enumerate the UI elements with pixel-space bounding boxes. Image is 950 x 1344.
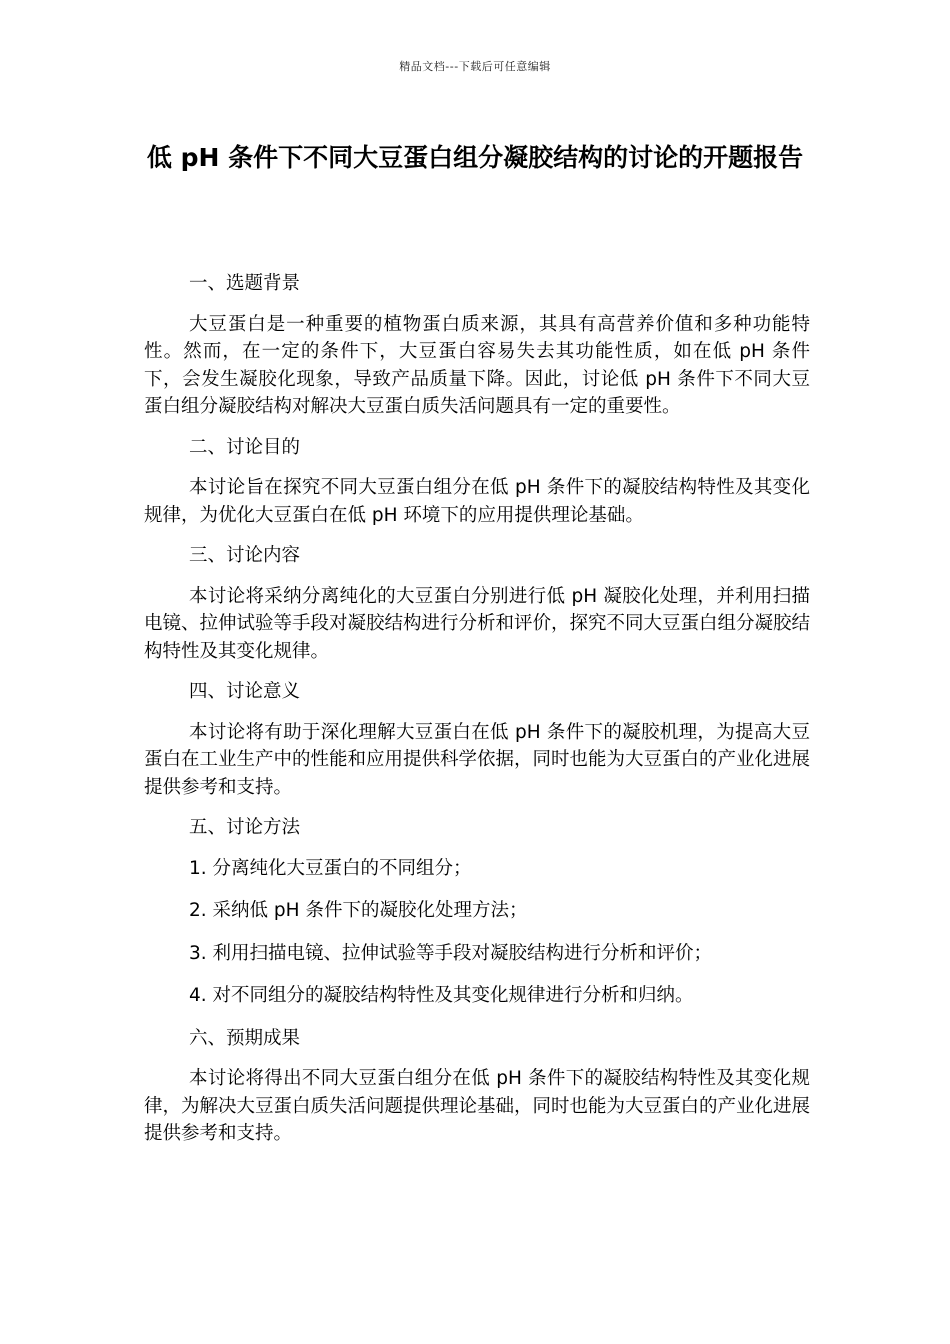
section-heading: 一、选题背景	[189, 273, 301, 294]
section-heading: 四、讨论意义	[189, 681, 301, 702]
section-heading: 三、讨论内容	[189, 545, 301, 566]
header-note: 精品文档---下载后可任意编辑	[399, 60, 551, 73]
section-paragraph: 本讨论将得出不同大豆蛋白组分在低 pH 条件下的凝胶结构特性及其变化规律，为解决大豆蛋白质失活问题提供理论基础，同时也能为大豆蛋白的产业化进展提供参考和支持。	[144, 1068, 811, 1144]
section-paragraph: 本讨论旨在探究不同大豆蛋白组分在低 pH 条件下的凝胶结构特性及其变化规律，为优化大豆蛋白在低 pH 环境下的应用提供理论基础。	[144, 477, 810, 526]
section-paragraph: 大豆蛋白是一种重要的植物蛋白质来源，其具有高营养价值和多种功能特性。然而，在一定的条件下，大豆蛋白容易失去其功能性质，如在低 pH 条件下，会发生凝胶化现象，导致产品质量下降。因此，讨论低 pH 条件下不同大豆蛋白组分凝胶结构对解决大豆蛋白质失活问题具有一定的重要性。	[144, 313, 810, 417]
document-body	[144, 270, 810, 1161]
section-heading: 二、讨论目的	[189, 436, 301, 458]
section-paragraph: 本讨论将采纳分离纯化的大豆蛋白分别进行低 pH 凝胶化处理，并利用扫描电镜、拉伸试验等手段对凝胶结构进行分析和评价，探究不同大豆蛋白组分凝胶结构特性及其变化规律。	[144, 585, 811, 662]
document-title: 低 pH 条件下不同大豆蛋白组分凝胶结构的讨论的开题报告	[146, 143, 804, 172]
section-heading: 五、讨论方法	[189, 817, 301, 838]
method-list-item: 4. 对不同组分的凝胶结构特性及其变化规律进行分析和归纳。	[189, 985, 694, 1006]
section-paragraph: 本讨论将有助于深化理解大豆蛋白在低 pH 条件下的凝胶机理，为提高大豆蛋白在工业生产中的性能和应用提供科学依据，同时也能为大豆蛋白的产业化进展提供参考和支持。	[144, 721, 811, 798]
method-list-item: 2. 采纳低 pH 条件下的凝胶化处理方法；	[189, 900, 528, 921]
method-list-item: 3. 利用扫描电镜、拉伸试验等手段对凝胶结构进行分析和评价；	[189, 942, 713, 964]
method-list-item: 1. 分离纯化大豆蛋白的不同组分；	[189, 857, 472, 879]
section-heading: 六、预期成果	[189, 1027, 301, 1049]
